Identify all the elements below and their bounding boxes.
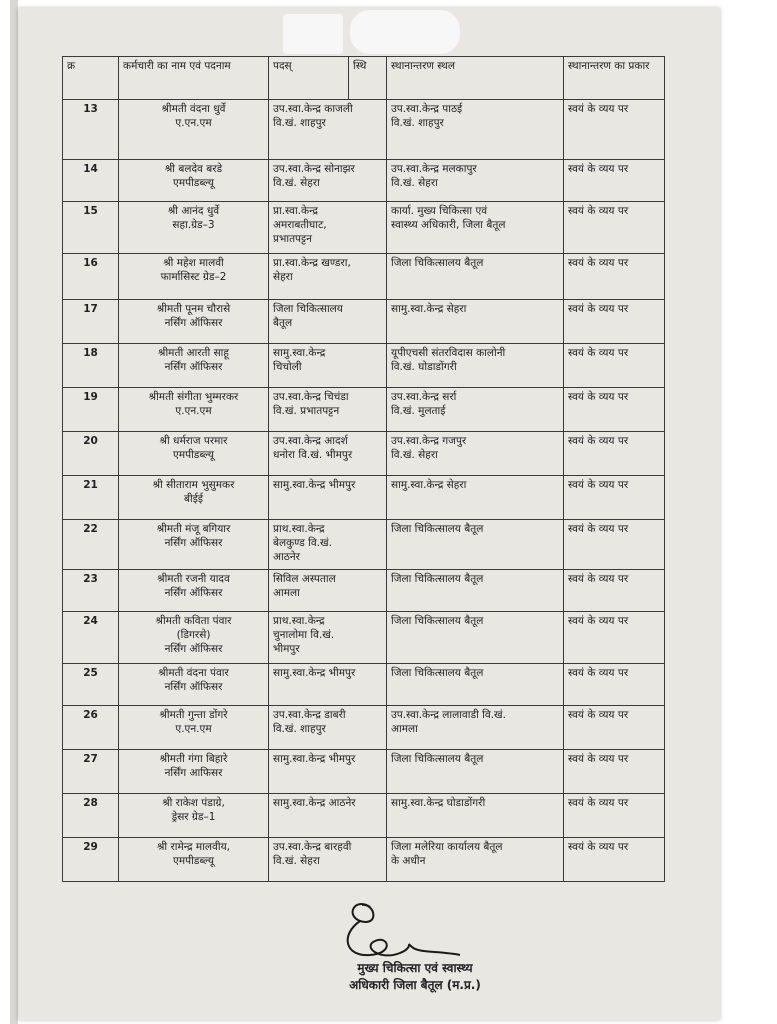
header-transfer-type: स्थानान्तरण का प्रकार [564,57,665,100]
row-employee-name-text: श्री राकेश पंडाग्रे, ड्रेसर ग्रेड–1 [162,797,225,823]
row-transfer-place [387,476,564,520]
row-current-post-text: उप.स्वा.केन्द्र डाबरी वि.खं. शाहपुर [273,709,346,735]
row-serial-no-text: 19 [83,391,98,403]
table-header-row [63,57,665,100]
row-transfer-place-text: जिला चिकित्सालय बैतूल [391,257,484,269]
row-transfer-place [387,706,564,750]
row-serial-no [63,344,119,388]
row-employee-name [119,254,269,300]
row-current-post-text: प्राथ.स्वा.केन्द्र चुनालोमा वि.खं. भीमपुर [273,615,335,655]
row-transfer-place [387,254,564,300]
row-transfer-type-text: स्वयं के व्यय पर [568,523,629,535]
row-transfer-place [387,794,564,838]
row-serial-no-text: 18 [83,347,98,359]
row-serial-no [63,476,119,520]
table-row [63,202,665,254]
row-serial-no [63,612,119,664]
row-serial-no-text: 23 [83,573,98,585]
row-transfer-type-text: स्वयं के व्यय पर [568,391,629,403]
row-transfer-type-text: स्वयं के व्यय पर [568,435,629,447]
row-transfer-place-text: उप.स्वा.केन्द्र पाठई वि.खं. शाहपुर [391,103,463,129]
table-row [63,254,665,300]
row-serial-no [63,202,119,254]
row-transfer-type-text: स्वयं के व्यय पर [568,257,629,269]
row-transfer-type-text: स्वयं के व्यय पर [568,667,629,679]
row-serial-no [63,750,119,794]
signature-caption-line1: मुख्य चिकित्सा एवं स्वास्थ्य [357,961,473,975]
row-employee-name-text: श्रीमती रजनी यादव नर्सिंग ऑफिसर [157,573,230,599]
row-transfer-type [564,344,665,388]
row-transfer-place-text: जिला चिकित्सालय बैतूल [391,615,484,627]
row-current-post-text: सामु.स्वा.केन्द्र भीमपुर [273,753,356,765]
row-current-post [269,664,387,706]
row-serial-no-text: 29 [83,841,98,853]
row-transfer-type [564,750,665,794]
row-employee-name-text: श्रीमती वंदना धुर्वे ए.एन.एम [161,103,226,129]
table-row [63,612,665,664]
header-employee-name: कर्मचारी का नाम एवं पदनाम [119,57,269,100]
row-transfer-type-text: स्वयं के व्यय पर [568,303,629,315]
row-transfer-type-text: स्वयं के व्यय पर [568,103,629,115]
table-row [63,160,665,202]
row-employee-name-text: श्रीमती आरती साहू नर्सिंग ऑफिसर [158,347,229,373]
table-row [63,664,665,706]
row-transfer-type [564,300,665,344]
signature-caption [300,960,530,994]
row-employee-name [119,794,269,838]
row-current-post-text: प्रा.स्वा.केन्द्र अमराबतीघाट, प्रभातपट्टन [273,205,327,245]
row-serial-no-text: 16 [83,257,98,269]
row-current-post-text: उप.स्वा.केन्द्र आदर्श धनोरा वि.खं. भीमपुर [273,435,353,461]
row-current-post-text: सामु.स्वा.केन्द्र भीमपुर [273,667,356,679]
row-transfer-type-text: स्वयं के व्यय पर [568,753,629,765]
row-transfer-place [387,202,564,254]
row-transfer-place-text: जिला चिकित्सालय बैतूल [391,753,484,765]
row-transfer-place [387,570,564,612]
table-row [63,570,665,612]
row-current-post-text: सामु.स्वा.केन्द्र भीमपुर [273,479,356,491]
row-serial-no [63,100,119,160]
row-current-post [269,570,387,612]
row-current-post [269,344,387,388]
row-current-post [269,476,387,520]
row-transfer-type-text: स्वयं के व्यय पर [568,205,629,217]
table-row [63,100,665,160]
row-transfer-place-text: जिला चिकित्सालय बैतूल [391,523,484,535]
row-serial-no [63,838,119,882]
row-current-post [269,838,387,882]
row-serial-no [63,664,119,706]
row-transfer-type-text: स्वयं के व्यय पर [568,797,629,809]
row-current-post-text: उप.स्वा.केन्द्र काजली वि.खं. शाहपुर [273,103,353,129]
header-transfer-place: स्थानान्तरण स्थल [387,57,564,100]
row-transfer-place-text: जिला मलेरिया कार्यालय बैतूल के अधीन [391,841,503,867]
row-serial-no [63,706,119,750]
row-employee-name [119,476,269,520]
row-employee-name-text: श्री बलदेव बरडे एमपीडब्ल्यू [164,163,223,189]
row-serial-no-text: 22 [83,523,98,535]
row-employee-name-text: श्रीमती पूनम चौरासे नर्सिंग ऑफिसर [156,303,231,329]
row-transfer-place [387,664,564,706]
row-current-post-text: उप.स्वा.केन्द्र सोनाझर वि.खं. सेहरा [273,163,355,189]
row-transfer-type [564,612,665,664]
row-current-post-text: सामु.स्वा.केन्द्र आठनेर [273,797,356,809]
signature-caption-line2: अधिकारी जिला बैतूल (म.प्र.) [349,978,481,992]
header-serial-no: क्र [63,57,119,100]
row-current-post-text: जिला चिकित्सालय बैतूल [273,303,343,329]
redacted-region [350,10,460,54]
row-transfer-type-text: स्वयं के व्यय पर [568,841,629,853]
row-employee-name [119,520,269,570]
row-transfer-type [564,570,665,612]
row-employee-name [119,432,269,476]
row-employee-name-text: श्रीमती संगीता भुम्मरकर ए.एन.एम [148,391,239,417]
row-transfer-type [564,838,665,882]
row-current-post [269,706,387,750]
row-serial-no-text: 26 [83,709,98,721]
row-employee-name [119,612,269,664]
table-row [63,388,665,432]
row-employee-name [119,838,269,882]
row-current-post [269,794,387,838]
row-employee-name [119,664,269,706]
row-employee-name [119,750,269,794]
row-transfer-place-text: उप.स्वा.केन्द्र लालावाडी वि.खं. आमला [391,709,506,735]
row-serial-no-text: 15 [83,205,98,217]
row-serial-no [63,432,119,476]
table-row [63,794,665,838]
row-serial-no-text: 13 [83,103,98,115]
row-current-post [269,254,387,300]
row-employee-name [119,570,269,612]
row-employee-name-text: श्रीमती गुन्ता डोंगरे ए.एन.एम [159,709,228,735]
row-transfer-place-text: सामु.स्वा.केन्द्र सेहरा [391,479,467,491]
row-transfer-type [564,388,665,432]
row-transfer-type [564,794,665,838]
row-transfer-place-text: उप.स्वा.केन्द्र मलकापुर वि.खं. सेहरा [391,163,477,189]
row-employee-name-text: श्रीमती वंदना पंवार नर्सिंग ऑफिसर [158,667,229,693]
row-transfer-type [564,160,665,202]
row-employee-name-text: श्री धर्मराज परमार एमपीडब्ल्यू [159,435,228,461]
row-employee-name [119,300,269,344]
row-employee-name-text: श्री महेश मालवी फार्मासिस्ट ग्रेड–2 [160,257,227,283]
row-serial-no [63,254,119,300]
row-serial-no [63,160,119,202]
row-current-post-text: सिविल अस्पताल आमला [273,573,336,599]
row-transfer-type [564,706,665,750]
row-current-post-text: प्रा.स्वा.केन्द्र खण्डरा, सेहरा [273,257,351,283]
row-transfer-place [387,432,564,476]
row-transfer-place [387,160,564,202]
row-transfer-type [564,100,665,160]
row-serial-no [63,570,119,612]
row-transfer-place [387,100,564,160]
row-transfer-place [387,750,564,794]
row-employee-name-text: श्री रामेन्द्र मालवीय, एमपीडब्ल्यू [156,841,231,867]
row-employee-name-text: श्री सीताराम भुसुमकर बीईई [152,479,235,505]
row-transfer-place [387,344,564,388]
row-serial-no-text: 28 [83,797,98,809]
row-serial-no-text: 20 [83,435,98,447]
row-transfer-type [564,432,665,476]
row-current-post [269,388,387,432]
table-row [63,300,665,344]
row-transfer-type [564,476,665,520]
row-transfer-type [564,254,665,300]
row-current-post [269,612,387,664]
row-transfer-place [387,612,564,664]
row-transfer-type [564,664,665,706]
row-transfer-place [387,838,564,882]
row-current-post-text: उप.स्वा.केन्द्र चिचंडा वि.खं. प्रभातपट्टन [273,391,349,417]
row-transfer-place-text: जिला चिकित्सालय बैतूल [391,573,484,585]
row-transfer-place-text: यूपीएचसी संतरविदास कालोनी वि.खं. घोडाडोंगरी [391,347,506,373]
row-employee-name [119,100,269,160]
row-current-post-text: प्राथ.स्वा.केन्द्र बेलकुण्ड वि.खं. आठनेर [273,523,332,563]
row-employee-name [119,388,269,432]
row-transfer-place-text: सामु.स्वा.केन्द्र सेहरा [391,303,467,315]
page-edge-strip [10,0,18,1024]
row-transfer-type-text: स्वयं के व्यय पर [568,615,629,627]
table-row [63,706,665,750]
row-transfer-place-text: उप.स्वा.केन्द्र सर्रा वि.खं. मुलताई [391,391,457,417]
row-transfer-place-text: कार्या. मुख्य चिकित्सा एवं स्वास्थ्य अधिकारी, जिला बैतूल [391,205,506,231]
row-current-post-text: उप.स्वा.केन्द्र बारहवी वि.खं. सेहरा [273,841,352,867]
row-employee-name [119,160,269,202]
row-serial-no-text: 27 [83,753,98,765]
row-serial-no [63,300,119,344]
row-current-post [269,750,387,794]
row-serial-no [63,520,119,570]
row-current-post [269,160,387,202]
row-employee-name-text: श्री आनंद धुर्वे सहा.ग्रेड–3 [167,205,220,231]
header-extra: स्थि [349,57,387,100]
row-current-post [269,202,387,254]
row-employee-name-text: श्रीमती कविता पंवार (डिगरसे) नर्सिंग ऑफिसर [155,615,232,655]
row-current-post [269,100,387,160]
row-serial-no [63,388,119,432]
row-transfer-type-text: स्वयं के व्यय पर [568,163,629,175]
redacted-region [283,14,343,54]
row-current-post-text: सामु.स्वा.केन्द्र चिचोली [273,347,326,373]
row-transfer-place [387,388,564,432]
row-current-post [269,300,387,344]
row-serial-no [63,794,119,838]
row-transfer-type [564,202,665,254]
transfer-table [62,56,665,882]
row-employee-name [119,344,269,388]
row-transfer-place-text: जिला चिकित्सालय बैतूल [391,667,484,679]
row-serial-no-text: 25 [83,667,98,679]
table-row [63,344,665,388]
row-current-post [269,432,387,476]
row-transfer-place [387,300,564,344]
row-transfer-type-text: स्वयं के व्यय पर [568,347,629,359]
table-body [63,100,665,882]
table-row [63,838,665,882]
row-employee-name [119,202,269,254]
row-transfer-type [564,520,665,570]
row-serial-no-text: 17 [83,303,98,315]
row-serial-no-text: 14 [83,163,98,175]
row-transfer-place [387,520,564,570]
row-transfer-place-text: सामु.स्वा.केन्द्र घोडाडोंगरी [391,797,486,809]
row-transfer-place-text: उप.स्वा.केन्द्र गजपुर वि.खं. सेहरा [391,435,467,461]
row-current-post [269,520,387,570]
header-current-post: पदस् [269,57,349,100]
table-row [63,476,665,520]
table-row [63,750,665,794]
row-transfer-type-text: स्वयं के व्यय पर [568,709,629,721]
row-serial-no-text: 21 [83,479,98,491]
row-employee-name-text: श्रीमती मंजू बगियार नर्सिंग ऑफिसर [156,523,231,549]
row-employee-name [119,706,269,750]
row-employee-name-text: श्रीमती गंगा बिहारे नर्सिंग आफिसर [159,753,228,779]
row-transfer-type-text: स्वयं के व्यय पर [568,479,629,491]
table-row [63,432,665,476]
row-transfer-type-text: स्वयं के व्यय पर [568,573,629,585]
table-row [63,520,665,570]
row-serial-no-text: 24 [83,615,98,627]
